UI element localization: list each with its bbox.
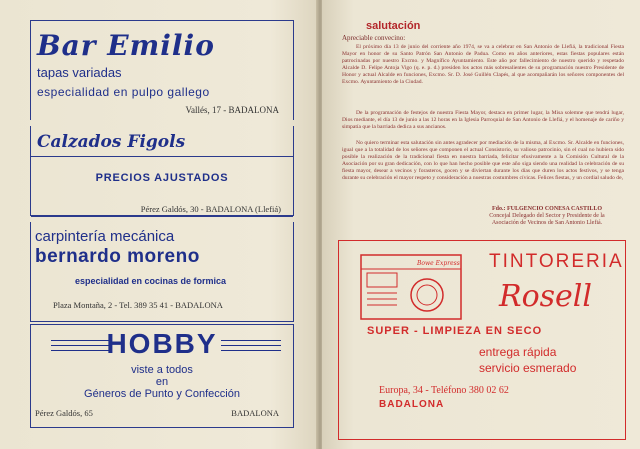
ad-calzados-subtitle: PRECIOS AJUSTADOS	[95, 172, 229, 184]
ad-hobby-line3: Géneros de Punto y Confección	[84, 388, 240, 400]
tintoreria-brand: Rosell	[499, 279, 592, 314]
tintoreria-title: TINTORERIA	[489, 251, 624, 272]
salutation-paragraph: De la programación de festejos de nuestra Fiesta Mayor, destaca en primer lugar, la Misa solemne que tendrá lugar, Dios mediante, el día 13 de junio a las 12 horas en la Iglesia Parroquial de San Antonio de Llefiá, y el homenaje de cariño y simpatía que la barriada dedica a sus ancianos.	[342, 110, 624, 130]
salutation-title: salutación	[366, 20, 421, 32]
ad-carpinteria-line1: carpintería mecánica	[35, 228, 175, 245]
salutation-greeting: Apreciable convecino:	[342, 34, 406, 42]
ad-carpinteria-divider	[31, 216, 293, 217]
washing-machine-icon	[357, 249, 469, 325]
signature-line2: Asociación de Vecinos de San Antonio Llefiá.	[491, 220, 603, 226]
ad-calzados-address: Pérez Galdós, 30 - BADALONA (Llefiá)	[140, 204, 281, 214]
ad-carpinteria-address: Plaza Montaña, 2 - Tel. 389 35 41 - BADALONA	[53, 300, 223, 310]
ad-bar-emilio-line1: tapas variadas	[37, 65, 122, 80]
right-page	[322, 0, 640, 449]
ad-calzados	[30, 126, 294, 216]
ad-tintoreria	[338, 240, 626, 440]
machine-label: Bowe Express	[417, 260, 460, 267]
ad-hobby-address: Pérez Galdós, 65	[35, 408, 93, 418]
ad-carpinteria-name: bernardo moreno	[35, 246, 200, 267]
ad-bar-emilio-address: Vallés, 17 - BADALONA	[185, 105, 279, 115]
ad-hobby-name: HOBBY	[106, 328, 218, 359]
tintoreria-slogan: SUPER - LIMPIEZA EN SECO	[367, 325, 543, 337]
ad-hobby	[30, 324, 294, 428]
tintoreria-line2: servicio esmerado	[479, 361, 577, 375]
signature-name: Fdo.: FULGENCIO CONESA CASTILLO	[491, 206, 603, 212]
ad-calzados-divider	[31, 156, 293, 157]
salutation-paragraph: No quiero terminar esta salutación sin antes agradecer por mediación de la misma, al Excmo. Sr. Alcalde en funciones, igual que a la totalidad de los señores que componen el actual Consistorio, su valioso patrocinio, sin el cual no hubiera sido posible la realización de la tradicional fiesta en nuestra barriada, felicitar efusivamente a la Comisión Cultural de la Asociación por su gran dedicación, con lo que han hecho posible que este año siga siendo una realidad la celebración de su fiesta mayor, desear a vecinos y forasteros, gocen y se diviertan durante los días que duren los actos festivos, y se tenga durante su celebración el mayor respeto y consideración a nuestras costumbres cívicas. Felices fiestas, y un cordial saludo de,	[342, 140, 624, 181]
signature-line1: Concejal Delegado del Sector y Presidente de la	[489, 213, 605, 219]
ad-carpinteria	[30, 222, 294, 322]
ad-hobby-city: BADALONA	[231, 408, 279, 418]
tintoreria-city: BADALONA	[379, 399, 445, 410]
ad-bar-emilio-name: Bar Emilio	[37, 29, 215, 62]
tintoreria-address: Europa, 34 - Teléfono 380 02 62	[379, 385, 509, 396]
signature-block	[472, 206, 622, 227]
ad-calzados-name: Calzados Figols	[37, 132, 186, 152]
ad-bar-emilio-line2: especialidad en pulpo gallego	[37, 85, 210, 99]
ad-bar-emilio	[30, 20, 294, 120]
ad-carpinteria-subtitle: especialidad en cocinas de formica	[75, 276, 227, 286]
ad-hobby-line1: viste a todos	[131, 364, 193, 376]
ad-hobby-divider	[31, 324, 293, 325]
ad-hobby-line2: en	[155, 376, 169, 388]
left-page	[0, 0, 318, 449]
tintoreria-line1: entrega rápida	[479, 345, 557, 359]
salutation-paragraph: El próximo día 13 de junio del corriente año 1974, se va a celebrar en San Antonio de Llefiá, la tradicional Fiesta Mayor en honor de su Santo Patrón San Antonio de Padua. Como en años anteriores, estas fiestas populares están patrocinadas por nuestro Excmo. y Magnífico Ayuntamiento. Este año por fallecimiento de nuestro querido y respetado Alcalde D. Felipe Antoja Vigo (q. e. p. d.) presiden los actos más sobresalientes de su programación nuestro Presidente de Honor y actual Alcalde en funciones, Excmo. Sr. D. José Guillén Clapés, al que acompañarán los señores componentes del Excmo. Ayuntamiento de la Ciudad.	[342, 44, 624, 85]
